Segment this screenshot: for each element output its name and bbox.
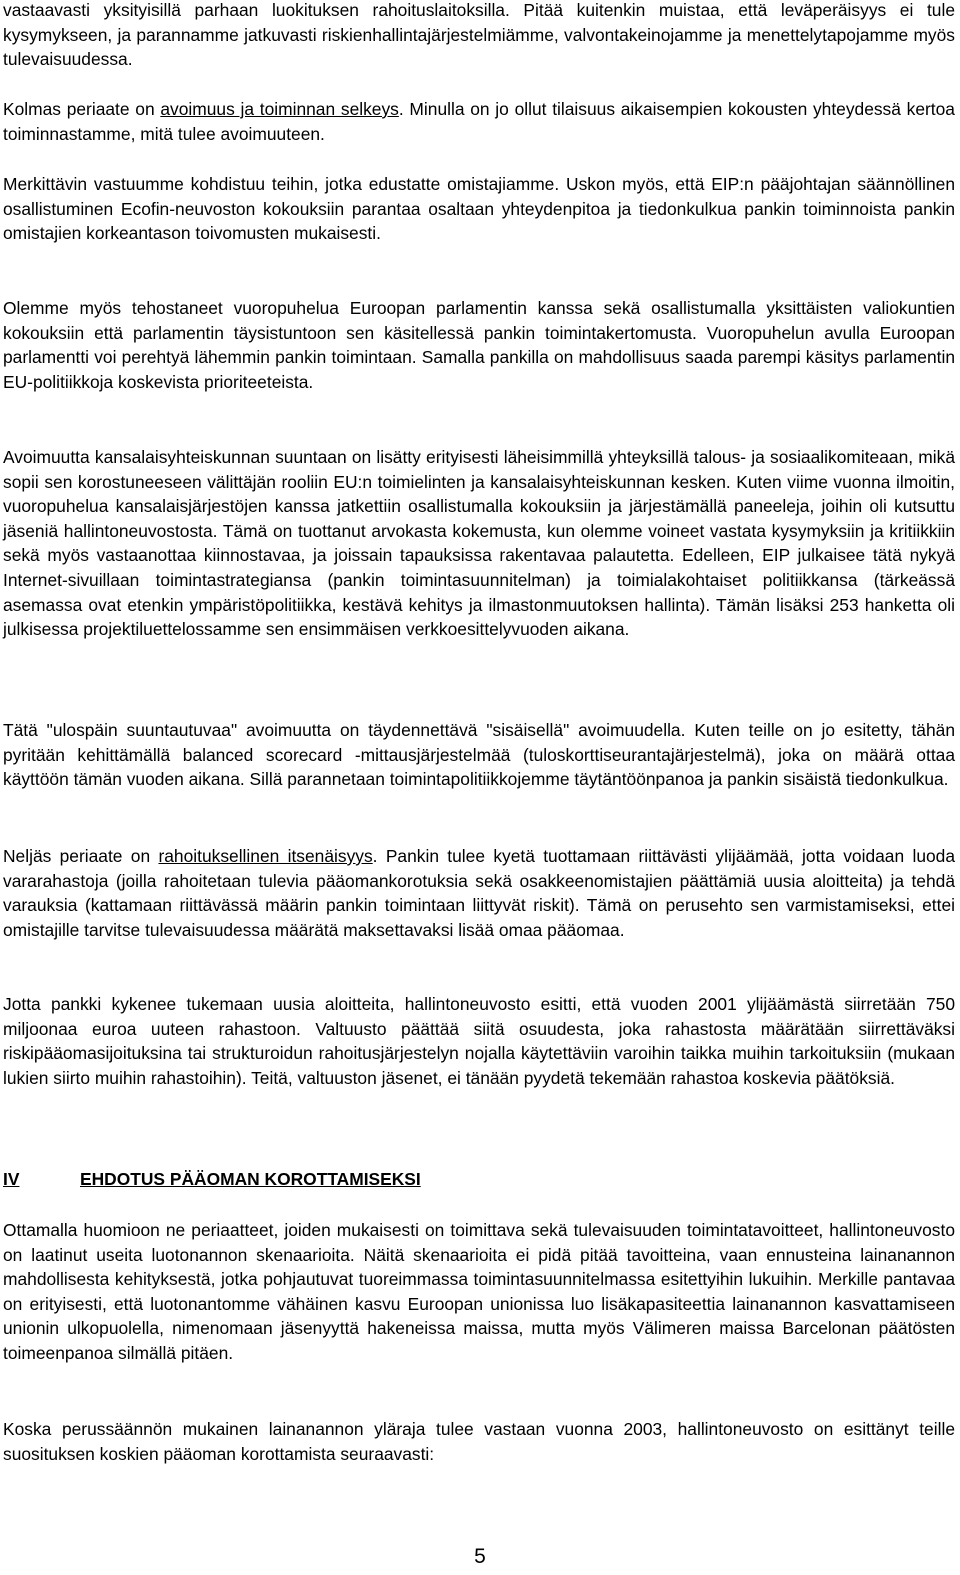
underlined-principle: rahoituksellinen itsenäisyys: [158, 846, 373, 866]
page-number: 5: [474, 1545, 486, 1568]
section-title: EHDOTUS PÄÄOMAN KOROTTAMISEKSI: [80, 1169, 421, 1189]
paragraph-fourth-principle: [3, 844, 955, 942]
paragraph-text: . Minulla on jo ollut tilaisuus aikaisempien kokousten yhteydessä kertoa toiminnastamme, mitä tulee avoimuuteen.: [3, 99, 955, 144]
section-number: IV: [3, 1169, 20, 1189]
paragraph-text: Kolmas periaate on: [3, 99, 161, 119]
paragraph-third-principle: [3, 97, 955, 146]
paragraph-text: Neljäs periaate on: [3, 846, 159, 866]
paragraph-civil-society: Avoimuutta kansalaisyhteiskunnan suuntaan on lisätty erityisesti läheisimmillä yhteyksillä talous- ja sosiaalikomiteaan, mikä sopii sen korostuneeseen välittäjän rooliin EU:n toimielinten ja kansalaisyhteiskunnan kesken. Kuten viime vuonna ilmoitin, vuoropuhelua kansalaisjärjestöjen kanssa jatkettiin osallistumalla kokouksiin ja järjestämällä paneeleja, joihin oli kutsuttu jäseniä hallintoneuvostosta. Tämä on tuottanut arvokasta kokemusta, kun olemme voineet vastata kysymyksiin ja kritiikkiin sekä myös vastaanottaa kiinnostavaa, ja joissain tapauksissa rakentavaa palautetta. Edelleen, EIP julkaisee tätä nykyä Internet-sivuillaan toimintastrategiansa (pankin toimintasuunnitelman) ja toimialakohtaiset politiikkansa (tärkeässä asemassa ovat etenkin ympäristöpolitiikka, kestävä kehitys ja ilmastonmuutoksen hallinta). Tämän lisäksi 253 hanketta oli julkisessa projektiluettelossamme sen ensimmäisen verkkoesittelyvuoden aikana.: [3, 447, 955, 640]
underlined-principle: avoimuus ja toiminnan selkeys: [160, 99, 399, 119]
paragraph-responsibility: Merkittävin vastuumme kohdistuu teihin, jotka edustatte omistajiamme. Uskon myös, että EIP:n pääjohtajan säännöllinen osallistuminen Ecofin-neuvoston kokouksiin parantaa osaltaan yhteydenpitoa ja tiedonkulkua pankin toiminnoista pankin omistajien korkeantason toivomusten mukaisesti.: [3, 174, 955, 244]
paragraph-internal-openness: Tätä "ulospäin suuntautuvaa" avoimuutta on täydennettävä "sisäisellä" avoimuudella. Kuten teille on jo esitetty, tähän pyritään kehittämällä balanced scorecard -mittausjärjestelmää (tuloskorttiseurantajärjestelmä), joka on määrä ottaa käyttöön tämän vuoden aikana. Sillä parannetaan toimintapolitiikkojemme täytäntöönpanoa ja pankin sisäistä tiedonkulkua.: [3, 720, 955, 790]
paragraph-surplus-fund: Jotta pankki kykenee tukemaan uusia aloitteita, hallintoneuvosto esitti, että vuoden 2001 ylijäämästä siirretään 750 miljoonaa euroa uuteen rahastoon. Valtuusto päättää siitä osuudesta, joka rahastosta määrätään siirrettäväksi riskipääomasijoituksina tai strukturoidun rahoitusjärjestelyn nojalla käytettäviin varoihin taikka muihin tarkoituksiin (mukaan lukien siirto muihin rahastoihin). Teitä, valtuuston jäsenet, ei tänään pyydetä tekemään rahastoa koskevia päätöksiä.: [3, 994, 955, 1088]
paragraph-capital-increase: Koska perussäännön mukainen lainanannon yläraja tulee vastaan vuonna 2003, hallintoneuvosto on esittänyt teille suosituksen koskien pääoman korottamista seuraavasti:: [3, 1419, 955, 1464]
paragraph-scenarios: Ottamalla huomioon ne periaatteet, joiden mukaisesti on toimittava sekä tulevaisuuden toimintatavoitteet, hallintoneuvosto on laatinut useita luotonannon skenaarioita. Näitä skenaarioita ei pidä pitää tavoitteina, vaan ennusteina lainanannon mahdollisesta kehityksestä, jotka pohjautuvat tuoreimmassa toimintasuunnitelmassa esitettyihin lukuihin. Merkille pantavaa on erityisesti, että luotonantomme vähäinen kasvu Euroopan unionissa luo lisäkapasiteettia lainanannon kasvattamiseen unionin ulkopuolella, nimenomaan jäsenyyttä hakeneissa maissa, mutta myös Välimeren maissa Barcelonan päätösten toimeenpanoa silmällä pitäen.: [3, 1220, 955, 1363]
section-heading: [3, 1167, 955, 1192]
paragraph-text: . Pankin tulee kyetä tuottamaan riittävästi ylijäämää, jotta voidaan luoda vararahastoja (joilla rahoitetaan tulevia pääomankorotuksia sekä osakkeenomistajien päättämiä uusia aloitteita) ja tehdä varauksia (kattamaan riittävässä määrin pankin toimintaan liittyvät riskit). Tämä on perusehto sen varmistamiseksi, ettei omistajille tarvitse tulevaisuudessa määrätä maksettavaksi lisää omaa pääomaa.: [3, 846, 956, 940]
paragraph-risk-management: vastaavasti yksityisillä parhaan luokituksen rahoituslaitoksilla. Pitää kuitenkin muistaa, että leväperäisyys ei tule kysymykseen, ja parannamme jatkuvasti riskienhallintajärjestelmiämme, valvontakeinojamme ja menettelytapojamme myös tulevaisuudessa.: [3, 0, 955, 70]
paragraph-parliament-dialogue: Olemme myös tehostaneet vuoropuhelua Euroopan parlamentin kanssa sekä osallistumalla yksittäisten valiokuntien kokouksiin että parlamentin täysistuntoon sen käsitellessä pankin toimintakertomusta. Vuoropuhelun avulla Euroopan parlamentti voi perehtyä lähemmin pankin toimintaan. Samalla pankilla on mahdollisuus saada parempi käsitys parlamentin EU-politiikkoja koskevista prioriteeteista.: [3, 298, 955, 392]
